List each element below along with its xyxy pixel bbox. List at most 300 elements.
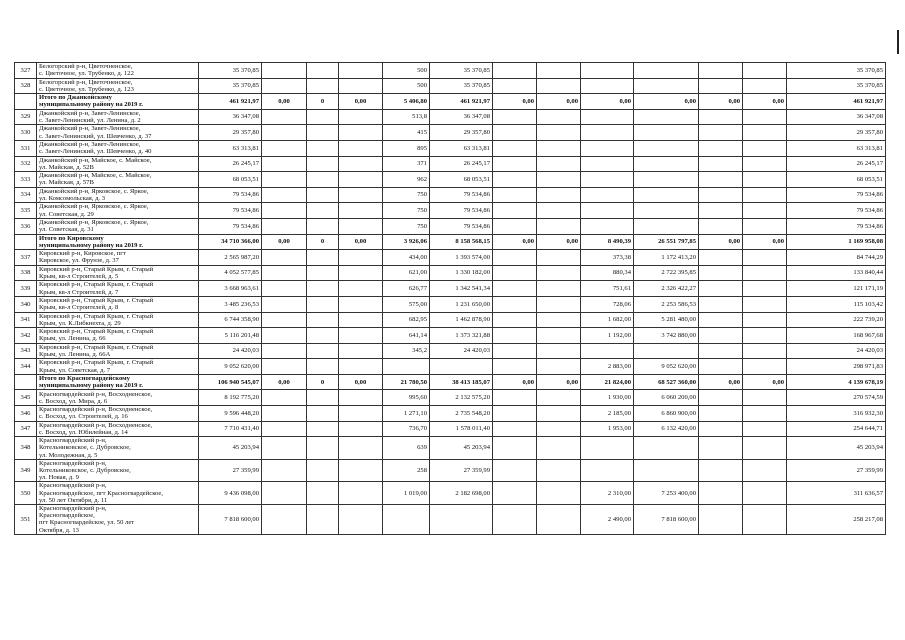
address-cell: [37, 218, 199, 234]
address-line: Итого по Кировскому: [39, 234, 104, 242]
value-cell: [581, 109, 634, 125]
value-cell: [581, 156, 634, 172]
address-line: Красногвардейский р-н, Восходненское,: [39, 421, 153, 429]
value-cell: [493, 140, 537, 156]
value-cell: 79 534,86: [199, 218, 262, 234]
value-cell: [581, 140, 634, 156]
address-line: Белогорский р-н, Цветочненское,: [39, 63, 133, 71]
value-cell: [743, 125, 787, 141]
value-cell: 26 245,17: [199, 156, 262, 172]
address-line: пгт Красногвардейское, ул. 50 лет: [39, 519, 135, 527]
value-cell: 1 169 958,08: [787, 234, 886, 250]
value-cell: 0,00: [262, 374, 307, 390]
value-cell: [699, 281, 743, 297]
value-cell: 35 370,85: [430, 78, 493, 94]
row-number: 346: [15, 406, 37, 422]
value-cell: [307, 125, 339, 141]
address-line: муниципальному району на 2019 г.: [39, 101, 144, 109]
address-line: ул. Майская, д. 57В: [39, 179, 94, 187]
value-cell: [699, 218, 743, 234]
address-line: Кировский р-н, Старый Крым, г. Старый: [39, 281, 154, 289]
value-cell: 682,95: [383, 312, 430, 328]
value-cell: [339, 140, 383, 156]
row-number: 337: [15, 250, 37, 266]
value-cell: 0,00: [339, 234, 383, 250]
value-cell: [634, 125, 699, 141]
scan-edge-mark: [897, 30, 899, 54]
address-line: с. Цветочное, ул. Трубенко, д. 122: [39, 70, 134, 78]
value-cell: 79 534,86: [199, 187, 262, 203]
row-number: 335: [15, 203, 37, 219]
row-number: 332: [15, 156, 37, 172]
address-line: Кировский р-н, Кировское, пгт: [39, 250, 126, 258]
address-line: Кировский р-н, Старый Крым, г. Старый: [39, 343, 154, 351]
address-line: Джанкойский р-н, Майское, с. Майское,: [39, 172, 152, 180]
value-cell: 27 359,99: [787, 459, 886, 482]
address-line: Джанкойский р-н, Завет-Ленинское,: [39, 141, 141, 149]
table-row: [15, 328, 886, 344]
value-cell: [581, 172, 634, 188]
value-cell: 500: [383, 78, 430, 94]
address-line: с. Завет-Ленинский, ул. Ленина, д. 2: [39, 117, 141, 125]
value-cell: [339, 203, 383, 219]
value-cell: [339, 406, 383, 422]
value-cell: [743, 187, 787, 203]
row-number: 349: [15, 459, 37, 482]
value-cell: 38 413 185,07: [430, 374, 493, 390]
table-row: [15, 109, 886, 125]
address-line: Крым, кв-л Строителей, д. 8: [39, 304, 119, 312]
value-cell: 1 953,00: [581, 421, 634, 437]
value-cell: [339, 63, 383, 79]
table-row: [15, 482, 886, 505]
value-cell: 29 357,80: [199, 125, 262, 141]
address-line: ул. 50 лет Октября, д. 11: [39, 496, 108, 504]
value-cell: [743, 437, 787, 460]
table-row: [15, 78, 886, 94]
address-line: Итого по Красногвардейскому: [39, 374, 130, 382]
value-cell: 9 052 620,00: [634, 359, 699, 375]
value-cell: [262, 421, 307, 437]
value-cell: 1 231 650,00: [430, 296, 493, 312]
value-cell: 751,61: [581, 281, 634, 297]
address-cell: [37, 281, 199, 297]
value-cell: 461 921,97: [199, 94, 262, 110]
row-number: 327: [15, 63, 37, 79]
value-cell: [262, 156, 307, 172]
value-cell: 29 357,80: [430, 125, 493, 141]
table-row: [15, 140, 886, 156]
address-cell: [37, 390, 199, 406]
value-cell: [339, 156, 383, 172]
value-cell: 35 370,85: [430, 63, 493, 79]
value-cell: [262, 296, 307, 312]
value-cell: [699, 140, 743, 156]
value-cell: 461 921,97: [787, 94, 886, 110]
address-line: Красногвардейский р-н,: [39, 459, 107, 467]
value-cell: 79 534,86: [430, 187, 493, 203]
address-line: Красногвардейский р-н, Восходненское,: [39, 406, 153, 414]
value-cell: [743, 109, 787, 125]
address-cell: [37, 78, 199, 94]
value-cell: 0,00: [537, 374, 581, 390]
value-cell: [262, 172, 307, 188]
value-cell: [699, 78, 743, 94]
value-cell: 3 668 963,61: [199, 281, 262, 297]
value-cell: [743, 296, 787, 312]
value-cell: 641,14: [383, 328, 430, 344]
value-cell: [537, 265, 581, 281]
row-number: [15, 234, 37, 250]
value-cell: [493, 78, 537, 94]
value-cell: 7 818 600,00: [634, 505, 699, 535]
value-cell: [307, 328, 339, 344]
value-cell: [537, 250, 581, 266]
address-line: Красногвардейский р-н,: [39, 505, 107, 513]
value-cell: [307, 156, 339, 172]
address-line: с. Восход, ул. Строителей, д. 16: [39, 413, 128, 421]
address-cell: [37, 156, 199, 172]
value-cell: 45 203,94: [430, 437, 493, 460]
value-cell: [493, 187, 537, 203]
row-number: 342: [15, 328, 37, 344]
value-cell: [493, 459, 537, 482]
address-line: Котельниковское, с. Дубровское,: [39, 467, 131, 475]
value-cell: [262, 78, 307, 94]
value-cell: [537, 359, 581, 375]
value-cell: 26 245,17: [787, 156, 886, 172]
value-cell: [493, 63, 537, 79]
value-cell: 895: [383, 140, 430, 156]
table-row: [15, 421, 886, 437]
value-cell: 750: [383, 203, 430, 219]
value-cell: [537, 125, 581, 141]
value-cell: 79 534,86: [430, 218, 493, 234]
value-cell: [262, 459, 307, 482]
value-cell: [699, 359, 743, 375]
value-cell: [493, 406, 537, 422]
value-cell: [743, 390, 787, 406]
table-row: [15, 296, 886, 312]
value-cell: [537, 406, 581, 422]
address-line: Крым, ул. Советская, д. 7: [39, 366, 111, 374]
value-cell: [699, 459, 743, 482]
value-cell: 9 436 098,00: [199, 482, 262, 505]
address-line: муниципальному району на 2019 г.: [39, 241, 144, 249]
address-line: Кировский р-н, Старый Крым, г. Старый: [39, 297, 154, 304]
value-cell: [262, 218, 307, 234]
value-cell: [537, 203, 581, 219]
address-cell: [37, 265, 199, 281]
table-row: [15, 459, 886, 482]
value-cell: 345,2: [383, 343, 430, 359]
value-cell: [581, 437, 634, 460]
value-cell: [339, 187, 383, 203]
row-number: 336: [15, 218, 37, 234]
row-number: [15, 94, 37, 110]
value-cell: 0,00: [493, 94, 537, 110]
value-cell: 736,70: [383, 421, 430, 437]
address-cell: [37, 312, 199, 328]
address-line: Джанкойский р-н, Ярковское, с. Яркое,: [39, 219, 149, 227]
address-cell: [37, 505, 199, 535]
value-cell: 9 596 448,20: [199, 406, 262, 422]
value-cell: 298 971,83: [787, 359, 886, 375]
total-row: [15, 374, 886, 390]
value-cell: [339, 505, 383, 535]
repair-program-table: [14, 62, 886, 535]
value-cell: 24 420,03: [430, 343, 493, 359]
address-line: Кировский р-н, Старый Крым, г. Старый: [39, 265, 154, 273]
value-cell: 121 171,19: [787, 281, 886, 297]
value-cell: [699, 328, 743, 344]
value-cell: [262, 125, 307, 141]
value-cell: [581, 459, 634, 482]
address-line: Джанкойский р-н, Майское, с. Майское,: [39, 156, 152, 164]
address-line: Котельниковское, с. Дубровское,: [39, 444, 131, 452]
value-cell: [493, 359, 537, 375]
value-cell: [493, 343, 537, 359]
value-cell: [262, 312, 307, 328]
row-number: 345: [15, 390, 37, 406]
row-number: 330: [15, 125, 37, 141]
document-sheet: [14, 62, 886, 535]
value-cell: [307, 109, 339, 125]
value-cell: 168 967,68: [787, 328, 886, 344]
value-cell: [743, 406, 787, 422]
value-cell: [383, 505, 430, 535]
value-cell: 995,60: [383, 390, 430, 406]
value-cell: [307, 459, 339, 482]
value-cell: [493, 250, 537, 266]
address-cell: [37, 234, 199, 250]
address-line: ул. Майская, д. 52В: [39, 163, 94, 171]
value-cell: 270 574,59: [787, 390, 886, 406]
value-cell: [307, 187, 339, 203]
value-cell: [262, 328, 307, 344]
value-cell: [307, 359, 339, 375]
table-row: [15, 125, 886, 141]
value-cell: 1 019,00: [383, 482, 430, 505]
address-cell: [37, 187, 199, 203]
address-line: Крым, ул. К.Либкнехта, д. 29: [39, 319, 121, 327]
value-cell: [634, 437, 699, 460]
value-cell: 84 744,29: [787, 250, 886, 266]
row-number: 334: [15, 187, 37, 203]
value-cell: 1 373 321,88: [430, 328, 493, 344]
value-cell: [699, 505, 743, 535]
value-cell: [339, 265, 383, 281]
value-cell: [699, 187, 743, 203]
value-cell: [493, 125, 537, 141]
value-cell: 626,77: [383, 281, 430, 297]
value-cell: [743, 218, 787, 234]
address-line: ул. Советская, д. 31: [39, 226, 94, 234]
value-cell: 3 926,06: [383, 234, 430, 250]
address-cell: [37, 374, 199, 390]
value-cell: [699, 265, 743, 281]
value-cell: [743, 156, 787, 172]
address-line: Джанкойский р-н, Завет-Ленинское,: [39, 125, 141, 133]
value-cell: [537, 328, 581, 344]
value-cell: 27 359,99: [199, 459, 262, 482]
value-cell: [307, 218, 339, 234]
address-line: ул. Молодежная, д. 5: [39, 451, 98, 459]
value-cell: 2 326 422,27: [634, 281, 699, 297]
address-line: Джанкойский р-н, Завет-Ленинское,: [39, 109, 141, 117]
row-number: 341: [15, 312, 37, 328]
value-cell: [262, 359, 307, 375]
value-cell: [493, 218, 537, 234]
value-cell: [743, 312, 787, 328]
value-cell: [537, 78, 581, 94]
row-number: 331: [15, 140, 37, 156]
address-line: Красногвардейский р-н,: [39, 437, 107, 445]
row-number: 351: [15, 505, 37, 535]
address-line: Кировский р-н, Старый Крым, г. Старый: [39, 328, 154, 336]
address-line: муниципальному району на 2019 г.: [39, 382, 144, 390]
value-cell: 8 192 775,20: [199, 390, 262, 406]
row-number: 344: [15, 359, 37, 375]
table-row: [15, 505, 886, 535]
value-cell: [493, 390, 537, 406]
value-cell: 1 393 574,00: [430, 250, 493, 266]
address-line: Крым, ул. Ленина, д. 66: [39, 335, 106, 343]
value-cell: [743, 482, 787, 505]
address-line: Крым, кв-л Строителей, д. 7: [39, 288, 119, 296]
address-cell: [37, 140, 199, 156]
value-cell: [339, 109, 383, 125]
value-cell: 36 347,08: [430, 109, 493, 125]
value-cell: [383, 359, 430, 375]
value-cell: [430, 505, 493, 535]
value-cell: 34 710 366,00: [199, 234, 262, 250]
value-cell: [581, 63, 634, 79]
value-cell: [581, 125, 634, 141]
value-cell: 4 052 577,85: [199, 265, 262, 281]
value-cell: [493, 281, 537, 297]
value-cell: [537, 343, 581, 359]
value-cell: [537, 218, 581, 234]
address-line: Октября, д. 13: [39, 526, 79, 534]
address-line: Красногвардейское, пгт Красногвардейское,: [39, 489, 164, 497]
value-cell: 311 636,57: [787, 482, 886, 505]
table-row: [15, 63, 886, 79]
address-line: Кировское, ул. Фрунзе, д. 37: [39, 257, 119, 265]
value-cell: 0,00: [262, 94, 307, 110]
table-row: [15, 203, 886, 219]
address-line: с. Цветочное, ул. Трубенко, д. 123: [39, 85, 134, 93]
value-cell: [743, 421, 787, 437]
value-cell: [634, 140, 699, 156]
value-cell: [339, 390, 383, 406]
value-cell: 45 203,94: [787, 437, 886, 460]
value-cell: [493, 156, 537, 172]
value-cell: [634, 218, 699, 234]
value-cell: 5 406,80: [383, 94, 430, 110]
value-cell: 254 644,71: [787, 421, 886, 437]
address-line: с. Восход, ул. Мира, д. 6: [39, 397, 108, 405]
value-cell: [307, 421, 339, 437]
value-cell: [493, 328, 537, 344]
value-cell: [307, 390, 339, 406]
value-cell: [699, 343, 743, 359]
value-cell: 0,00: [743, 234, 787, 250]
value-cell: [699, 172, 743, 188]
value-cell: [743, 343, 787, 359]
value-cell: [634, 459, 699, 482]
row-number: 350: [15, 482, 37, 505]
value-cell: 1 172 413,20: [634, 250, 699, 266]
value-cell: 461 921,97: [430, 94, 493, 110]
value-cell: [634, 78, 699, 94]
value-cell: [493, 437, 537, 460]
address-line: Красногвардейский р-н,: [39, 482, 107, 490]
value-cell: 9 052 620,00: [199, 359, 262, 375]
value-cell: 0,00: [262, 234, 307, 250]
row-number: 338: [15, 265, 37, 281]
value-cell: 35 370,85: [787, 78, 886, 94]
table-row: [15, 172, 886, 188]
value-cell: [339, 281, 383, 297]
value-cell: [307, 312, 339, 328]
table-row: [15, 312, 886, 328]
value-cell: 63 313,81: [430, 140, 493, 156]
value-cell: [262, 437, 307, 460]
value-cell: 0,00: [743, 94, 787, 110]
value-cell: 0,00: [537, 94, 581, 110]
address-cell: [37, 437, 199, 460]
value-cell: 500: [383, 63, 430, 79]
value-cell: 2 253 586,53: [634, 296, 699, 312]
value-cell: 133 840,44: [787, 265, 886, 281]
table-row: [15, 156, 886, 172]
value-cell: [699, 390, 743, 406]
value-cell: [262, 63, 307, 79]
value-cell: 258: [383, 459, 430, 482]
value-cell: 0: [307, 374, 339, 390]
address-line: Итого по Джанкойскому: [39, 94, 112, 102]
value-cell: [743, 172, 787, 188]
address-line: ул. Комсомольская, д. 3: [39, 195, 106, 203]
value-cell: [339, 218, 383, 234]
value-cell: [699, 125, 743, 141]
value-cell: 1 342 541,34: [430, 281, 493, 297]
value-cell: [307, 482, 339, 505]
value-cell: [699, 203, 743, 219]
value-cell: [493, 172, 537, 188]
value-cell: [743, 203, 787, 219]
value-cell: [537, 172, 581, 188]
value-cell: 7 253 400,00: [634, 482, 699, 505]
value-cell: [537, 505, 581, 535]
value-cell: 115 103,42: [787, 296, 886, 312]
value-cell: [743, 140, 787, 156]
value-cell: 0: [307, 94, 339, 110]
table-row: [15, 390, 886, 406]
value-cell: 79 534,86: [199, 203, 262, 219]
value-cell: [307, 172, 339, 188]
value-cell: 2 182 698,00: [430, 482, 493, 505]
address-cell: [37, 359, 199, 375]
value-cell: [743, 250, 787, 266]
value-cell: 63 313,81: [199, 140, 262, 156]
value-cell: 26 245,17: [430, 156, 493, 172]
value-cell: [339, 78, 383, 94]
value-cell: [307, 203, 339, 219]
value-cell: 2 132 575,20: [430, 390, 493, 406]
value-cell: [699, 63, 743, 79]
